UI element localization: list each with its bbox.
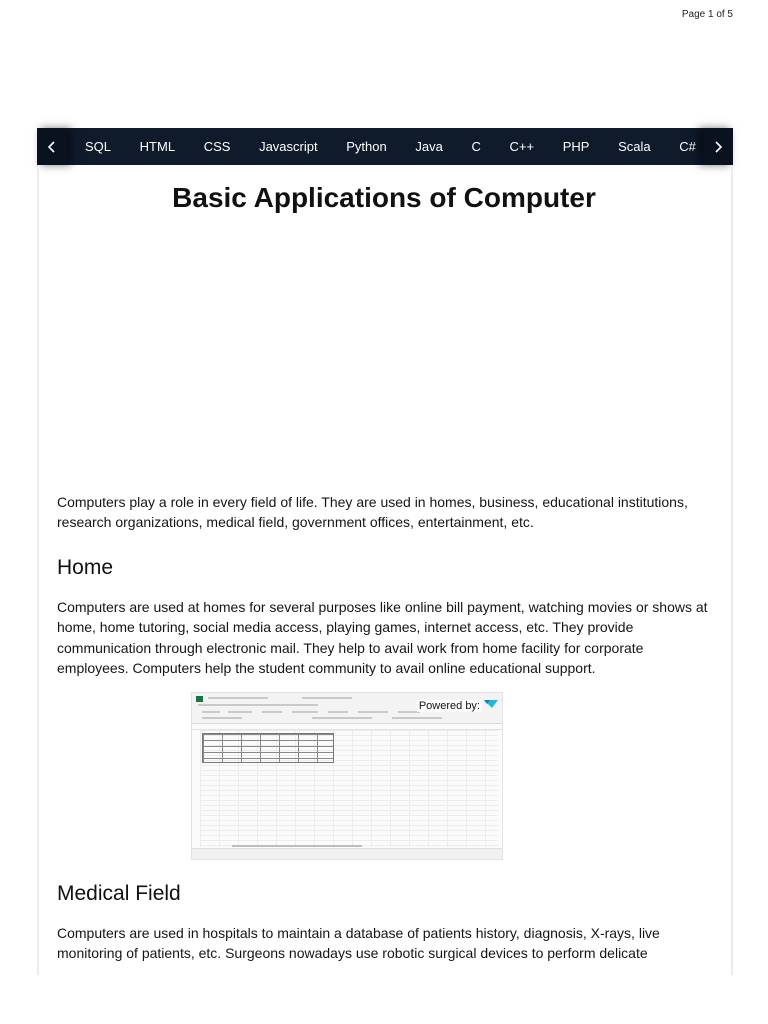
nav-item-python[interactable]: Python bbox=[346, 139, 387, 154]
nav-item-cpp[interactable]: C++ bbox=[509, 139, 535, 154]
nav-item-scala[interactable]: Scala bbox=[618, 139, 651, 154]
spreadsheet-scrollbar bbox=[232, 845, 362, 847]
nav-item-javascript[interactable]: Javascript bbox=[259, 139, 318, 154]
nav-prev-button[interactable] bbox=[37, 128, 67, 165]
page-title: Basic Applications of Computer bbox=[172, 182, 596, 213]
powered-by-logo-icon bbox=[484, 699, 498, 709]
section-heading-medical-field: Medical Field bbox=[57, 882, 181, 905]
nav-item-php[interactable]: PHP bbox=[562, 139, 590, 154]
intro-paragraph: Computers play a role in every field of life. They are used in homes, business, educational institutions, research organizations, medical field, government offices, entertainment, etc. bbox=[57, 494, 688, 531]
chevron-left-icon bbox=[47, 141, 57, 153]
spreadsheet-data-table bbox=[202, 733, 334, 763]
spreadsheet-status-bar bbox=[192, 848, 502, 859]
nav-item-css[interactable]: CSS bbox=[203, 139, 231, 154]
nav-next-button[interactable] bbox=[703, 128, 733, 165]
section-heading-home: Home bbox=[57, 556, 114, 579]
spreadsheet-app-icon bbox=[196, 696, 203, 702]
page-counter: Page 1 of 5 bbox=[681, 9, 733, 20]
nav-item-html[interactable]: HTML bbox=[139, 139, 176, 154]
nav-item-sql[interactable]: SQL bbox=[85, 139, 112, 154]
chevron-right-icon bbox=[713, 141, 723, 153]
topic-nav-bar bbox=[37, 128, 733, 165]
nav-items bbox=[67, 128, 703, 165]
powered-by-label: Powered by: bbox=[418, 700, 480, 712]
nav-item-c[interactable]: C bbox=[471, 139, 481, 154]
nav-item-csharp[interactable]: C# bbox=[679, 139, 696, 154]
section-body-home: Computers are used at homes for several purposes like online bill payment, watching movies or shows at home, home tutoring, social media access, playing games, internet access, etc. They provide communication through electronic mail. They help to avail work from home facility for corporate employees. Computers help the student community to avail online educational support. bbox=[57, 599, 708, 676]
spreadsheet-screenshot bbox=[191, 692, 503, 860]
section-body-medical-field: Computers are used in hospitals to maintain a database of patients history, diagnosis, X-rays, live monitoring of patients, etc. Surgeons nowadays use robotic surgical devices to perform delicate bbox=[57, 925, 660, 962]
nav-item-java[interactable]: Java bbox=[415, 139, 443, 154]
